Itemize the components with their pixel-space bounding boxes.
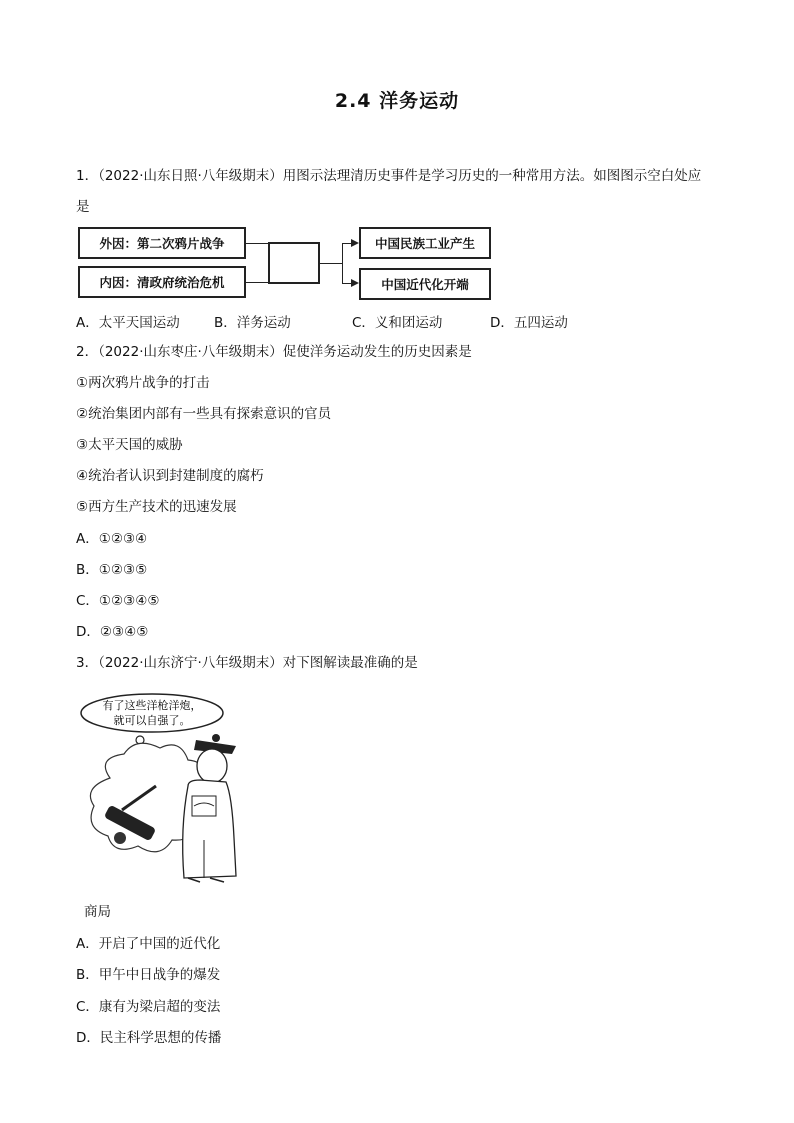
q2-option-a[interactable]: A．①②③④	[76, 531, 148, 547]
connector-line	[246, 243, 268, 244]
q2-item-4: ④统治者认识到封建制度的腐朽	[76, 468, 264, 484]
q3-option-c[interactable]: C．康有为梁启超的变法	[76, 999, 221, 1015]
q1-stem-line2: 是	[76, 199, 90, 215]
speech-text-line1: 有了这些洋枪洋炮，	[102, 699, 202, 712]
speech-text-line2: 就可以自强了。	[113, 714, 191, 727]
q1-option-d[interactable]: D．五四运动	[490, 315, 568, 331]
connector-line	[342, 243, 343, 283]
connector-line	[320, 263, 342, 264]
q3-option-a[interactable]: A．开启了中国的近代化	[76, 936, 221, 952]
cartoon-figure	[76, 688, 251, 893]
q2-item-2: ②统治集团内部有一些具有探索意识的官员	[76, 406, 332, 422]
diagram-box-external-cause: 外因：第二次鸦片战争	[78, 227, 246, 259]
cartoon-caption: 商局	[84, 904, 111, 920]
diagram-box-modernization-start: 中国近代化开端	[359, 268, 491, 300]
q3-option-b[interactable]: B．甲午中日战争的爆发	[76, 967, 221, 983]
q2-stem: 2．（2022·山东枣庄·八年级期末）促使洋务运动发生的历史因素是	[76, 344, 472, 360]
q1-option-c[interactable]: C．义和团运动	[352, 315, 443, 331]
q3-option-d[interactable]: D．民主科学思想的传播	[76, 1030, 222, 1046]
diagram-box-blank	[268, 242, 320, 284]
q1-option-b[interactable]: B．洋务运动	[214, 315, 291, 331]
q2-option-b[interactable]: B．①②③⑤	[76, 562, 148, 578]
q2-option-c[interactable]: C．①②③④⑤	[76, 593, 160, 609]
q2-item-3: ③太平天国的威胁	[76, 437, 183, 453]
q1-option-a[interactable]: A．太平天国运动	[76, 315, 180, 331]
connector-line	[246, 282, 268, 283]
q3-stem: 3．（2022·山东济宁·八年级期末）对下图解读最准确的是	[76, 655, 418, 671]
q2-item-1: ①两次鸦片战争的打击	[76, 375, 210, 391]
page-title: 2.4 洋务运动	[334, 90, 460, 112]
q2-item-5: ⑤西方生产技术的迅速发展	[76, 499, 237, 515]
q1-stem-line1: 1．（2022·山东日照·八年级期末）用图示法理清历史事件是学习历史的一种常用方法。如图图示空白处应	[76, 168, 702, 184]
arrow-right-icon	[351, 239, 359, 247]
official-robe	[183, 780, 236, 878]
official-head	[197, 749, 227, 783]
arrow-right-icon	[351, 279, 359, 287]
q2-option-d[interactable]: D．②③④⑤	[76, 624, 149, 640]
diagram-box-national-industry: 中国民族工业产生	[359, 227, 491, 259]
diagram-box-internal-cause: 内因：清政府统治危机	[78, 266, 246, 298]
